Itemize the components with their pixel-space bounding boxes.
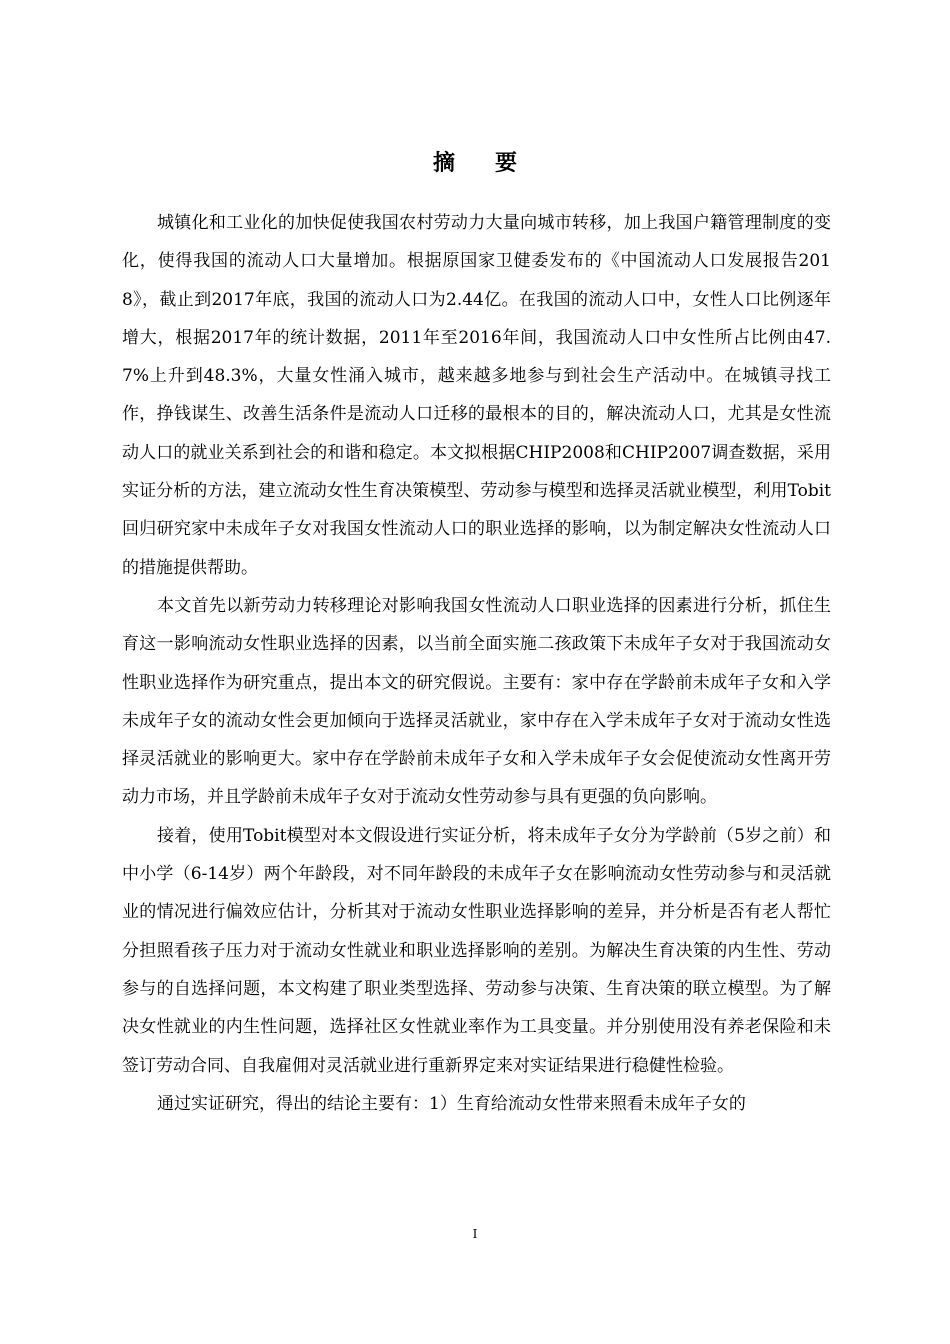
paragraph: 接着，使用Tobit模型对本文假设进行实证分析，将未成年子女分为学龄前（5岁之前）和中小学（6-14岁）两个年龄段，对不同年龄段的未成年子女在影响流动女性劳动参与和灵活就业的情况进行偏效应估计，分析其对于流动女性职业选择影响的差异，并分析是否有老人帮忙分担照看孩子压力对于流动女性就业和职业选择影响的差别。为解决生育决策的内生性、劳动参与的自选择问题，本文构建了职业类型选择、劳动参与决策、生育决策的联立模型。为了解决女性就业的内生性问题，选择社区女性就业率作为工具变量。并分别使用没有养老保险和未签订劳动合同、自我雇佣对灵活就业进行重新界定来对实证结果进行稳健性检验。	[122, 825, 831, 1076]
paragraph: 本文首先以新劳动力转移理论对影响我国女性流动人口职业选择的因素进行分析，抓住生育这一影响流动女性职业选择的因素，以当前全面实施二孩政策下未成年子女对于我国流动女性职业选择作为研究重点，提出本文的研究假说。主要有：家中存在学龄前未成年子女和入学未成年子女的流动女性会更加倾向于选择灵活就业，家中存在入学未成年子女对于流动女性选择灵活就业的影响更大。家中存在学龄前未成年子女和入学未成年子女会促使流动女性离开劳动力市场，并且学龄前未成年子女对于流动女性劳动参与具有更强的负向影响。	[122, 595, 831, 808]
paragraph: 城镇化和工业化的加快促使我国农村劳动力大量向城市转移，加上我国户籍管理制度的变化，使得我国的流动人口大量增加。根据原国家卫健委发布的《中国流动人口发展报告2018》，截止到2017年底，我国的流动人口为2.44亿。在我国的流动人口中，女性人口比例逐年增大，根据2017年的统计数据，2011年至2016年间，我国流动人口中女性所占比例由47.7%上升到48.3%，大量女性涌入城市，越来越多地参与到社会生产活动中。在城镇寻找工作，挣钱谋生、改善生活条件是流动人口迁移的最根本的目的，解决流动人口，尤其是女性流动人口的就业关系到社会的和谐和稳定。本文拟根据CHIP2008和CHIP2007调查数据，采用实证分析的方法，建立流动女性生育决策模型、劳动参与模型和选择灵活就业模型，利用Tobit回归研究家中未成年子女对我国女性流动人口的职业选择的影响，以为制定解决女性流动人口的措施提供帮助。	[122, 213, 831, 578]
page-number: I	[472, 1227, 478, 1241]
abstract-body	[122, 204, 831, 1123]
page-title: 摘要	[432, 151, 557, 176]
paragraph: 通过实证研究，得出的结论主要有：1）生育给流动女性带来照看未成年子女的	[157, 1093, 746, 1114]
